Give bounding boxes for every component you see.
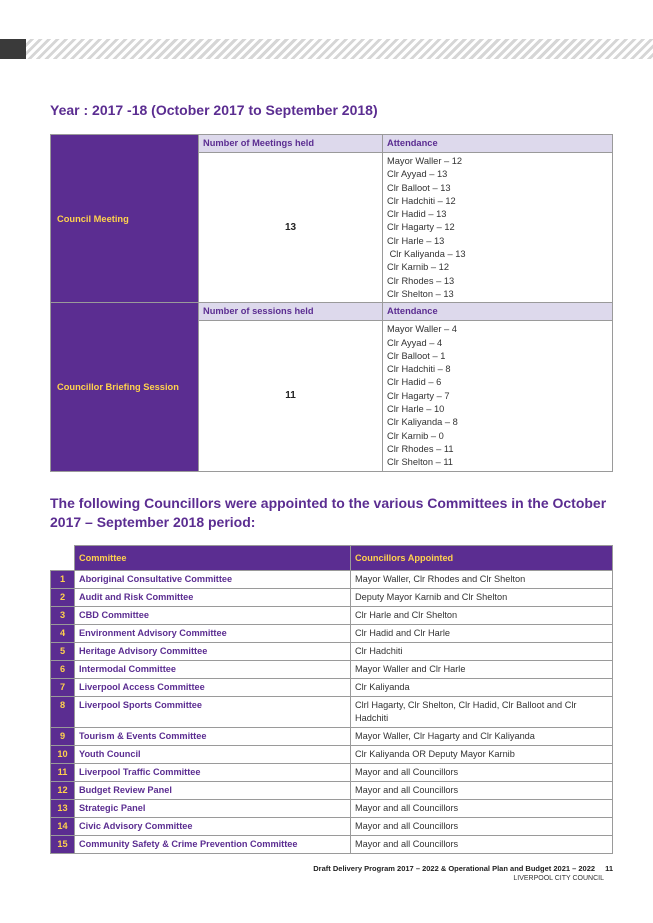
committee-number: 13	[51, 800, 75, 818]
committee-name: Community Safety & Crime Prevention Committee	[75, 836, 351, 854]
committee-members: Mayor Waller and Clr Harle	[351, 661, 613, 679]
committee-row	[51, 607, 613, 625]
committee-members: Clr Harle and Clr Shelton	[351, 607, 613, 625]
committee-row	[51, 836, 613, 854]
committee-members: Clr Kaliyanda OR Deputy Mayor Karnib	[351, 746, 613, 764]
meetings-count: 13	[199, 153, 383, 303]
committee-members: Mayor and all Councillors	[351, 782, 613, 800]
committees-section-title: The following Councillors were appointed to the various Committees in the October 2017 – September 2018 period:	[50, 495, 607, 530]
committee-members: Clrl Hagarty, Clr Shelton, Clr Hadid, Clr Balloot and Clr Hadchiti	[351, 697, 613, 728]
meetings-attendance-header: Attendance	[383, 135, 613, 153]
committee-row	[51, 728, 613, 746]
attendance-line: Mayor Waller – 12	[387, 156, 463, 166]
sessions-attendance-list	[383, 321, 613, 471]
attendance-line: Mayor Waller – 4	[387, 324, 457, 335]
committee-members: Mayor and all Councillors	[351, 764, 613, 782]
attendance-line: Clr Shelton – 11	[387, 457, 453, 468]
committee-name: Budget Review Panel	[75, 782, 351, 800]
committee-members: Mayor Waller, Clr Hagarty and Clr Kaliyanda	[351, 728, 613, 746]
committee-members: Clr Hadchiti	[351, 643, 613, 661]
attendance-line: Clr Harle – 13	[387, 235, 445, 246]
committee-members: Deputy Mayor Karnib and Clr Shelton	[351, 589, 613, 607]
committee-number: 15	[51, 836, 75, 854]
attendance-line: Clr Balloot – 13	[387, 182, 451, 193]
committees-header-row	[51, 546, 613, 571]
footer-title-text: Draft Delivery Program 2017 – 2022 & Operational Plan and Budget 2021 – 2022	[313, 864, 596, 873]
committee-name: Liverpool Sports Committee	[75, 697, 351, 728]
committee-name: Environment Advisory Committee	[75, 625, 351, 643]
attendance-line: Clr Ayyad – 13	[387, 169, 448, 180]
committee-number: 4	[51, 625, 75, 643]
year-title: Year : 2017 -18 (October 2017 to September 2018)	[50, 102, 378, 118]
committee-number: 5	[51, 643, 75, 661]
attendance-line: Clr Karnib – 0	[387, 430, 444, 441]
committee-members: Mayor and all Councillors	[351, 836, 613, 854]
attendance-line: Clr Rhodes – 11	[387, 443, 454, 454]
header-blank-cell	[51, 546, 75, 571]
committee-row	[51, 697, 613, 728]
committee-name: Civic Advisory Committee	[75, 818, 351, 836]
committee-number: 7	[51, 679, 75, 697]
briefing-session-label: Councillor Briefing Session	[51, 303, 199, 471]
committee-name: Intermodal Committee	[75, 661, 351, 679]
footer-doc-title	[313, 864, 613, 873]
committee-name: Liverpool Access Committee	[75, 679, 351, 697]
committee-row	[51, 643, 613, 661]
attendance-line: Clr Hagarty – 12	[387, 222, 455, 233]
attendance-line: Clr Kaliyanda – 13	[387, 249, 466, 260]
committee-number: 8	[51, 697, 75, 728]
committee-number: 6	[51, 661, 75, 679]
attendance-line: Clr Rhodes – 13	[387, 275, 455, 286]
committee-row	[51, 625, 613, 643]
committee-members: Mayor and all Councillors	[351, 800, 613, 818]
attendance-line: Clr Hadid – 6	[387, 377, 442, 388]
committee-number: 14	[51, 818, 75, 836]
page-number: 11	[605, 864, 613, 873]
committees-table	[50, 545, 613, 854]
sessions-attendance-header: Attendance	[383, 303, 613, 321]
committee-row	[51, 800, 613, 818]
committee-row	[51, 661, 613, 679]
committee-row	[51, 746, 613, 764]
committee-row	[51, 818, 613, 836]
attendance-line: Clr Balloot – 1	[387, 350, 446, 361]
committee-name: Strategic Panel	[75, 800, 351, 818]
attendance-table	[50, 134, 613, 472]
meetings-count-header: Number of Meetings held	[199, 135, 383, 153]
footer-organisation: LIVERPOOL CITY COUNCIL	[513, 875, 604, 882]
committee-number: 11	[51, 764, 75, 782]
committee-number: 10	[51, 746, 75, 764]
committee-row	[51, 782, 613, 800]
meetings-attendance-list	[383, 153, 613, 303]
attendance-line: Clr Ayyad – 4	[387, 337, 443, 348]
committee-number: 2	[51, 589, 75, 607]
attendance-line: Clr Kaliyanda – 8	[387, 417, 458, 428]
committee-row	[51, 679, 613, 697]
committee-name: Aboriginal Consultative Committee	[75, 571, 351, 589]
committee-name: Youth Council	[75, 746, 351, 764]
committee-name: Tourism & Events Committee	[75, 728, 351, 746]
attendance-line: Clr Hadchiti – 8	[387, 364, 451, 375]
committee-number: 12	[51, 782, 75, 800]
sessions-count-header: Number of sessions held	[199, 303, 383, 321]
committee-row	[51, 571, 613, 589]
committee-members: Mayor and all Councillors	[351, 818, 613, 836]
committee-name: Heritage Advisory Committee	[75, 643, 351, 661]
committee-row	[51, 764, 613, 782]
attendance-line: Clr Harle – 10	[387, 404, 445, 415]
header-dark-block	[0, 39, 26, 59]
committee-members: Mayor Waller, Clr Rhodes and Clr Shelton	[351, 571, 613, 589]
committee-members: Clr Kaliyanda	[351, 679, 613, 697]
council-meeting-label: Council Meeting	[51, 135, 199, 303]
attendance-line: Clr Karnib – 12	[387, 262, 450, 273]
committee-number: 3	[51, 607, 75, 625]
attendance-line: Clr Shelton – 13	[387, 288, 454, 299]
councillors-column-header: Councillors Appointed	[351, 546, 613, 571]
attendance-line: Clr Hagarty – 7	[387, 390, 450, 401]
committee-number: 9	[51, 728, 75, 746]
committee-name: CBD Committee	[75, 607, 351, 625]
committee-number: 1	[51, 571, 75, 589]
committee-members: Clr Hadid and Clr Harle	[351, 625, 613, 643]
sessions-count: 11	[199, 321, 383, 471]
committee-column-header: Committee	[75, 546, 351, 571]
attendance-line: Clr Hadid – 13	[387, 209, 447, 220]
committee-name: Liverpool Traffic Committee	[75, 764, 351, 782]
header-stripe-band	[26, 39, 653, 59]
committee-name: Audit and Risk Committee	[75, 589, 351, 607]
committee-row	[51, 589, 613, 607]
attendance-line: Clr Hadchiti – 12	[387, 195, 456, 206]
